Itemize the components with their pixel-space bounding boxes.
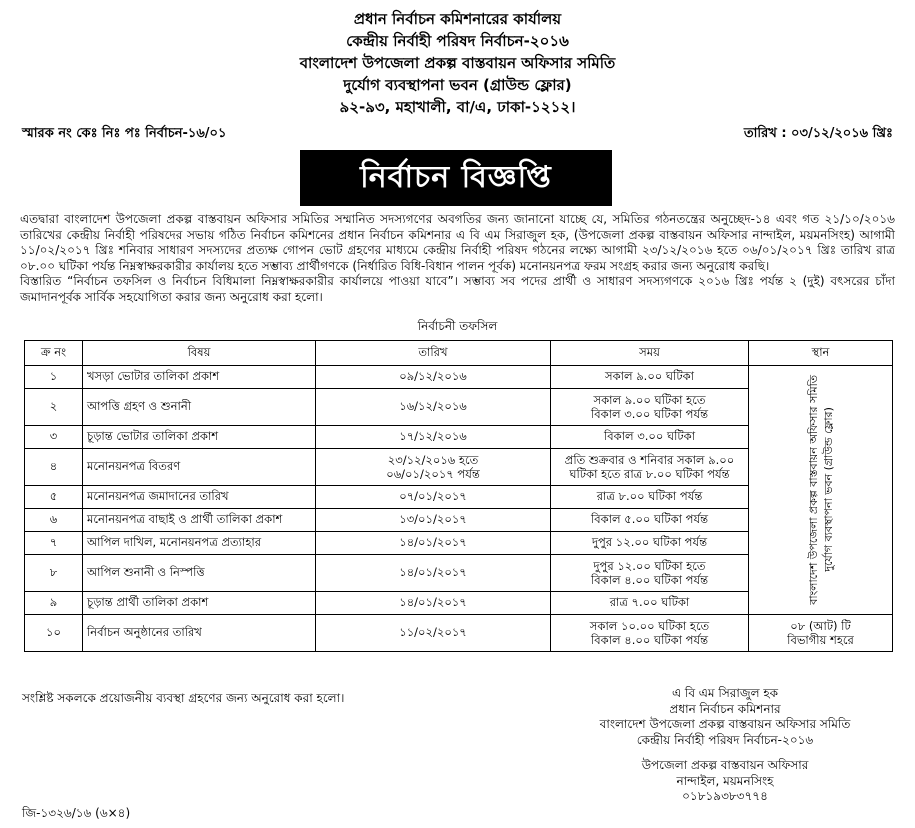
header-subject: বিষয় <box>83 341 316 366</box>
cell-subject: চূড়ান্ত ভোটার তালিকা প্রকাশ <box>83 426 316 449</box>
cell-date: ১১/০২/২০১৭ <box>316 615 551 652</box>
notice-body <box>20 212 895 306</box>
spacer <box>560 748 890 758</box>
election-schedule-table <box>24 340 893 652</box>
time-line: সকাল ৯.০০ ঘটিকা হতে <box>593 393 706 407</box>
cell-place-merged <box>749 366 893 615</box>
place-line-2: দুর্যোগ ব্যবস্থাপনা ভবন (গ্রাউন্ড ফ্লোর) <box>821 407 835 573</box>
address: ৯২-৯৩, মহাখালী, বা/এ, ঢাকা-১২১২। <box>339 98 576 116</box>
table-row <box>25 366 893 389</box>
header-time: সময় <box>551 341 749 366</box>
time-line: সকাল ১০.০০ ঘটিকা হতে <box>589 619 710 633</box>
cell-time: বিকাল ৫.০০ ঘটিকা পর্যন্ত <box>551 509 749 532</box>
place-line: ০৮ (আট) টি <box>790 619 851 633</box>
body-paragraph-1: এতদ্বারা বাংলাদেশ উপজেলা প্রকল্প বাস্তবায়ন অফিসার সমিতির সম্মানিত সদস্যগণের অবগতির জন্য জানানো যাচ্ছে যে, সমিতির গঠনতন্ত্রের অনুচ্ছেদ-১৪ এবং গত ২১/১০/২০১৬ তারিখের কেন্দ্রীয় নির্বাহী পরিষদের সভায় গঠিত নির্বাচন কমিশনের প্রধান নির্বাচন কমিশনার এ বি এম সিরাজুল হক, (উপজেলা প্রকল্প বাস্তবায়ন অফিসার নান্দাইল, ময়মনসিংহ) আগামী ১১/০২/২০১৭ খ্রিঃ শনিবার সাধারণ সদস্যদের প্রত্যক্ষ গোপন ভোট গ্রহণের মাধ্যমে কেন্দ্রীয় নির্বাহী পরিষদ গঠনের লক্ষ্যে আগামী ২৩/১২/২০১৬ হতে ০৬/০১/২০১৭ খ্রিঃ তারিখ রাত্র ০৮.০০ ঘটিকা পর্যন্ত নিম্নস্বাক্ষরকারীর কার্যালয় হতে সম্ভাব্য প্রার্থীগণকে (নির্ধারিত বিধি-বিধান পালন পূর্বক) মনোনয়নপত্র ফরম সংগ্রহ করার জন্য অনুরোধ করছি। <box>20 212 895 273</box>
election-name: কেন্দ্রীয় নির্বাহী পরিষদ নির্বাচন-২০১৬ <box>346 32 569 50</box>
issue-date: তারিখ : ০৩/১২/২০১৬ খ্রিঃ <box>743 126 893 141</box>
cell-subject: চূড়ান্ত প্রার্থী তালিকা প্রকাশ <box>83 592 316 615</box>
cell-time <box>551 615 749 652</box>
cell-subject: মনোনয়নপত্র বিতরণ <box>83 449 316 486</box>
association-name: বাংলাদেশ উপজেলা প্রকল্প বাস্তবায়ন অফিসার সমিতি <box>299 54 616 72</box>
cell-serial: ১০ <box>25 615 83 652</box>
cell-date: ০৯/১২/২০১৬ <box>316 366 551 389</box>
cell-date: ০৭/০১/২০১৭ <box>316 486 551 509</box>
cell-serial: ১ <box>25 366 83 389</box>
signatory-location: নান্দাইল, ময়মনসিংহ <box>676 773 774 788</box>
cell-time: রাত্র ৮.০০ ঘটিকা পর্যন্ত <box>551 486 749 509</box>
time-line: বিকাল ৩.০০ ঘটিকা পর্যন্ত <box>590 407 709 421</box>
time-line: প্রতি শুক্রবার ও শনিবার সকাল ৯.০০ <box>564 453 735 467</box>
table-header-row <box>25 341 893 366</box>
signatory-phone: ০১৮১৯৩৮৩৭৭৪ <box>682 789 768 803</box>
date-line: ০৬/০১/২০১৭ পর্যন্ত <box>386 467 480 481</box>
date-line: ২৩/১২/২০১৬ হতে <box>387 453 479 467</box>
cell-date: ১৭/১২/২০১৬ <box>316 426 551 449</box>
cell-subject: আপিল দাখিল, মনোনয়নপত্র প্রত্যাহার <box>83 532 316 555</box>
cell-subject: মনোনয়নপত্র বাছাই ও প্রার্থী তালিকা প্রকাশ <box>83 509 316 532</box>
cell-time <box>551 389 749 426</box>
time-line: বিকাল ৪.০০ ঘটিকা পর্যন্ত <box>590 573 709 587</box>
cell-date <box>316 449 551 486</box>
cell-subject: মনোনয়নপত্র জমাদানের তারিখ <box>83 486 316 509</box>
place-text <box>806 375 836 605</box>
cell-place-last <box>749 615 893 652</box>
place-line-1: বাংলাদেশ উপজেলা প্রকল্প বাস্তবায়ন অফিসার সমিতি <box>806 375 820 605</box>
cell-time: সকাল ৯.০০ ঘটিকা <box>551 366 749 389</box>
time-line: ঘটিকা হতে রাত্র ৮.০০ ঘটিকা পর্যন্ত <box>569 467 730 481</box>
cell-date: ১৩/০১/২০১৭ <box>316 509 551 532</box>
table-caption: নির্বাচনী তফসিল <box>417 319 498 333</box>
cell-subject: নির্বাচন অনুষ্ঠানের তারিখ <box>83 615 316 652</box>
signatory-election: কেন্দ্রীয় নির্বাহী পরিষদ নির্বাচন-২০১৬ <box>636 732 814 747</box>
cell-date: ১৪/০১/২০১৭ <box>316 592 551 615</box>
print-code: জি-১৩২৬/১৬ (৬×৪) <box>22 806 131 820</box>
signature-block <box>560 686 890 805</box>
cell-serial: ২ <box>25 389 83 426</box>
closing-note: সংশ্লিষ্ট সকলকে প্রয়োজনীয় ব্যবস্থা গ্রহণের জন্য অনুরোধ করা হলো। <box>22 691 345 705</box>
signatory-name: এ বি এম সিরাজুল হক <box>671 686 779 700</box>
cell-serial: ৩ <box>25 426 83 449</box>
body-paragraph-2: বিস্তারিত “নির্বাচন তফসিল ও নির্বাচন বিধিমালা নিম্নস্বাক্ষরকারীর কার্যালয়ে পাওয়া যাবে”। সম্ভাব্য সব পদের প্রার্থী ও সাধারণ সদস্যগণকে ২০১৬ খ্রিঃ পর্যন্ত ২ (দুই) বৎসরের চাঁদা জমাদানপূর্বক সার্বিক সহযোগিতা করার জন্য অনুরোধ করা হলো। <box>20 274 895 304</box>
header-place: স্থান <box>749 341 893 366</box>
memo-number: স্মারক নং কেঃ নিঃ পঃ নির্বাচন-১৬/০১ <box>22 126 227 141</box>
signatory-title: প্রধান নির্বাচন কমিশনার <box>669 701 781 716</box>
cell-serial: ৪ <box>25 449 83 486</box>
cell-serial: ৮ <box>25 555 83 592</box>
cell-subject: খসড়া ভোটার তালিকা প্রকাশ <box>83 366 316 389</box>
header-serial: ক্র নং <box>25 341 83 366</box>
cell-date: ১৪/০১/২০১৭ <box>316 555 551 592</box>
cell-subject: আপত্তি গ্রহণ ও শুনানী <box>83 389 316 426</box>
cell-serial: ৬ <box>25 509 83 532</box>
cell-subject: আপিল শুনানী ও নিস্পত্তি <box>83 555 316 592</box>
notice-title: নির্বাচন বিজ্ঞপ্তি <box>300 150 612 206</box>
cell-time <box>551 555 749 592</box>
time-line: দুপুর ১২.০০ ঘটিকা হতে <box>593 559 706 573</box>
signatory-designation: উপজেলা প্রকল্প বাস্তবায়ন অফিসার <box>641 758 809 772</box>
cell-serial: ৫ <box>25 486 83 509</box>
place-line: বিভাগীয় শহরে <box>787 633 854 647</box>
time-line: বিকাল ৪.০০ ঘটিকা পর্যন্ত <box>590 633 709 647</box>
cell-time: দুপুর ১২.০০ ঘটিকা পর্যন্ত <box>551 532 749 555</box>
letterhead <box>0 8 915 118</box>
cell-time: বিকাল ৩.০০ ঘটিকা <box>551 426 749 449</box>
cell-serial: ৯ <box>25 592 83 615</box>
table-row <box>25 615 893 652</box>
cell-date: ১৪/০১/২০১৭ <box>316 532 551 555</box>
office-name: প্রধান নির্বাচন কমিশনারের কার্যালয় <box>353 10 562 28</box>
cell-date: ১৬/১২/২০১৬ <box>316 389 551 426</box>
cell-time <box>551 449 749 486</box>
building-name: দুর্যোগ ব্যবস্থাপনা ভবন (গ্রাউন্ড ফ্লোর) <box>343 76 572 94</box>
cell-serial: ৭ <box>25 532 83 555</box>
header-date: তারিখ <box>316 341 551 366</box>
signatory-org: বাংলাদেশ উপজেলা প্রকল্প বাস্তবায়ন অফিসার সমিতি <box>599 717 851 731</box>
cell-time: রাত্র ৭.০০ ঘটিকা <box>551 592 749 615</box>
